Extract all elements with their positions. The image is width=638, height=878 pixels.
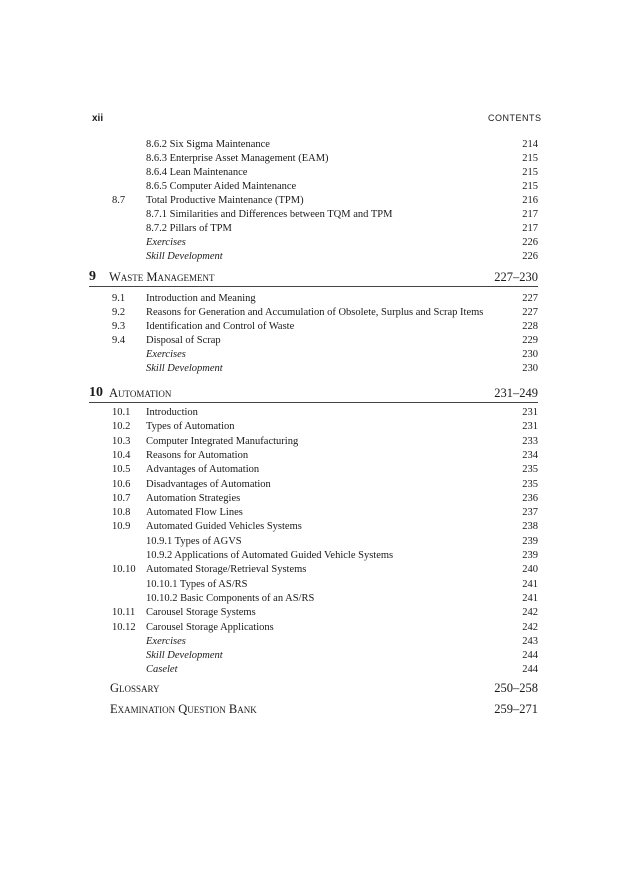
section-number: 10.9 <box>112 521 131 533</box>
entry-page: 217 <box>522 209 538 220</box>
entry-title: Disadvantages of Automation <box>146 478 271 490</box>
entry-page: 237 <box>522 507 538 519</box>
chapter-pages: 231–249 <box>494 386 538 400</box>
entry-page: 226 <box>522 237 538 248</box>
entry-page: 234 <box>522 449 538 461</box>
section-number: 8.7 <box>112 195 126 206</box>
entry-page: 241 <box>522 592 538 604</box>
entry-title: Introduction <box>146 407 198 418</box>
section-number: 9.2 <box>112 307 126 318</box>
entry-title: Identification and Control of Waste <box>146 321 295 332</box>
entry-title: Exercises <box>146 349 186 360</box>
section-number: 10.8 <box>112 507 131 519</box>
entry-page: 230 <box>522 349 538 360</box>
toc-entry <box>0 578 538 592</box>
section-number: 9.1 <box>112 293 126 304</box>
back-matter-title: Glossary <box>110 681 160 695</box>
entry-title: 10.10.2 Basic Components of an AS/RS <box>146 592 315 604</box>
entry-title: Automation Strategies <box>146 492 241 504</box>
entry-page: 215 <box>522 167 538 178</box>
toc-entry <box>0 649 538 663</box>
entry-page: 233 <box>522 435 538 447</box>
entry-title: Automated Storage/Retrieval Systems <box>146 564 307 576</box>
entry-title: 8.6.3 Enterprise Asset Management (EAM) <box>146 153 329 164</box>
section-number: 10.11 <box>112 607 136 619</box>
toc-entry <box>0 306 538 320</box>
entry-page: 216 <box>522 195 538 206</box>
toc-entry <box>0 520 538 534</box>
entry-title: Caselet <box>146 664 178 676</box>
divider <box>89 286 538 287</box>
back-matter-title: Examination Question Bank <box>110 702 257 716</box>
divider <box>89 402 538 403</box>
toc-entry <box>0 138 538 152</box>
entry-page: 215 <box>522 153 538 164</box>
section-number: 10.5 <box>112 464 131 476</box>
toc-entry <box>0 621 538 635</box>
toc-entry <box>0 420 538 434</box>
entry-title: 8.6.2 Six Sigma Maintenance <box>146 139 270 150</box>
entry-page: 227 <box>522 307 538 318</box>
chapter-number: 10 <box>89 385 103 400</box>
entry-page: 231 <box>522 421 538 433</box>
toc-entry <box>0 406 538 420</box>
entry-page: 215 <box>522 181 538 192</box>
entry-page: 235 <box>522 464 538 476</box>
toc-entry <box>0 506 538 520</box>
entry-title: Exercises <box>146 237 186 248</box>
toc-entry <box>0 535 538 549</box>
chapter-pages: 227–230 <box>494 270 538 284</box>
toc-entry <box>0 236 538 250</box>
toc-entry <box>0 563 538 577</box>
toc-entry <box>0 194 538 208</box>
entry-title: 8.6.4 Lean Maintenance <box>146 167 248 178</box>
toc-entry <box>0 348 538 362</box>
entry-page: 239 <box>522 535 538 547</box>
chapter-title: Automation <box>109 386 172 400</box>
entry-page: 238 <box>522 521 538 533</box>
entry-title: Introduction and Meaning <box>146 293 256 304</box>
toc-entry <box>0 320 538 334</box>
entry-page: 243 <box>522 635 538 647</box>
entry-title: Disposal of Scrap <box>146 335 221 346</box>
entry-page: 229 <box>522 335 538 346</box>
section-number: 10.1 <box>112 407 131 418</box>
entry-title: Carousel Storage Applications <box>146 621 274 633</box>
entry-page: 241 <box>522 578 538 590</box>
toc-entry <box>0 449 538 463</box>
entry-page: 242 <box>522 621 538 633</box>
section-number: 10.2 <box>112 421 131 433</box>
toc-entry <box>0 663 538 677</box>
section-number: 10.12 <box>112 621 136 633</box>
back-matter-entry <box>110 679 538 697</box>
entry-title: 10.9.2 Applications of Automated Guided Vehicle Systems <box>146 550 394 561</box>
entry-title: 8.7.2 Pillars of TPM <box>146 223 232 234</box>
entry-page: 214 <box>522 139 538 150</box>
toc-entry <box>0 606 538 620</box>
entry-page: 230 <box>522 363 538 374</box>
running-title: CONTENTS <box>488 113 542 123</box>
chapter-heading <box>89 268 538 286</box>
toc-entry <box>0 362 538 376</box>
entry-page: 231 <box>522 407 538 418</box>
toc-entry <box>0 292 538 306</box>
entry-title: Exercises <box>146 635 186 647</box>
entry-page: 244 <box>522 650 538 662</box>
entry-title: Reasons for Automation <box>146 449 249 461</box>
entry-title: 8.7.1 Similarities and Differences between TQM and TPM <box>146 209 393 220</box>
toc-entry <box>0 334 538 348</box>
entry-title: Automated Flow Lines <box>146 507 243 519</box>
toc-entry <box>0 152 538 166</box>
toc-entry <box>0 463 538 477</box>
entry-title: 10.9.1 Types of AGVS <box>146 535 242 547</box>
entry-page: 244 <box>522 664 538 676</box>
toc-entry <box>0 208 538 222</box>
entry-page: 239 <box>522 550 538 561</box>
chapter-number: 9 <box>89 269 96 284</box>
entry-title: Skill Development <box>146 650 223 662</box>
toc-entry <box>0 592 538 606</box>
entry-page: 236 <box>522 492 538 504</box>
toc-entry <box>0 549 538 563</box>
toc-entry <box>0 250 538 264</box>
section-number: 9.4 <box>112 335 126 346</box>
back-matter-pages: 259–271 <box>494 702 538 716</box>
entry-title: Automated Guided Vehicles Systems <box>146 521 302 533</box>
toc-entry <box>0 635 538 649</box>
section-number: 10.7 <box>112 492 131 504</box>
back-matter-pages: 250–258 <box>494 681 538 695</box>
toc-entry <box>0 180 538 194</box>
toc-entry <box>0 222 538 236</box>
entry-page: 227 <box>522 293 538 304</box>
entry-title: Total Productive Maintenance (TPM) <box>146 195 304 206</box>
entry-title: Computer Integrated Manufacturing <box>146 435 299 447</box>
section-number: 10.10 <box>112 564 136 576</box>
toc-entry <box>0 435 538 449</box>
entry-title: Skill Development <box>146 363 223 374</box>
entry-title: 10.10.1 Types of AS/RS <box>146 578 248 590</box>
page-number: xii <box>92 113 104 124</box>
entry-page: 242 <box>522 607 538 619</box>
toc-entry <box>0 492 538 506</box>
entry-title: Advantages of Automation <box>146 464 260 476</box>
chapter-title: Waste Management <box>109 270 215 284</box>
entry-title: Reasons for Generation and Accumulation of Obsolete, Surplus and Scrap Items <box>146 307 484 318</box>
entry-page: 240 <box>522 564 538 576</box>
section-number: 10.6 <box>112 478 131 490</box>
section-number: 10.4 <box>112 449 131 461</box>
entry-title: Skill Development <box>146 251 223 262</box>
entry-page: 217 <box>522 223 538 234</box>
entry-page: 228 <box>522 321 538 332</box>
entry-page: 235 <box>522 478 538 490</box>
entry-title: 8.6.5 Computer Aided Maintenance <box>146 181 297 192</box>
entry-page: 226 <box>522 251 538 262</box>
entry-title: Carousel Storage Systems <box>146 607 256 619</box>
toc-entry <box>0 166 538 180</box>
chapter-heading <box>89 384 538 402</box>
toc-entry <box>0 478 538 492</box>
section-number: 10.3 <box>112 435 131 447</box>
section-number: 9.3 <box>112 321 126 332</box>
entry-title: Types of Automation <box>146 421 235 433</box>
back-matter-entry <box>110 700 538 718</box>
